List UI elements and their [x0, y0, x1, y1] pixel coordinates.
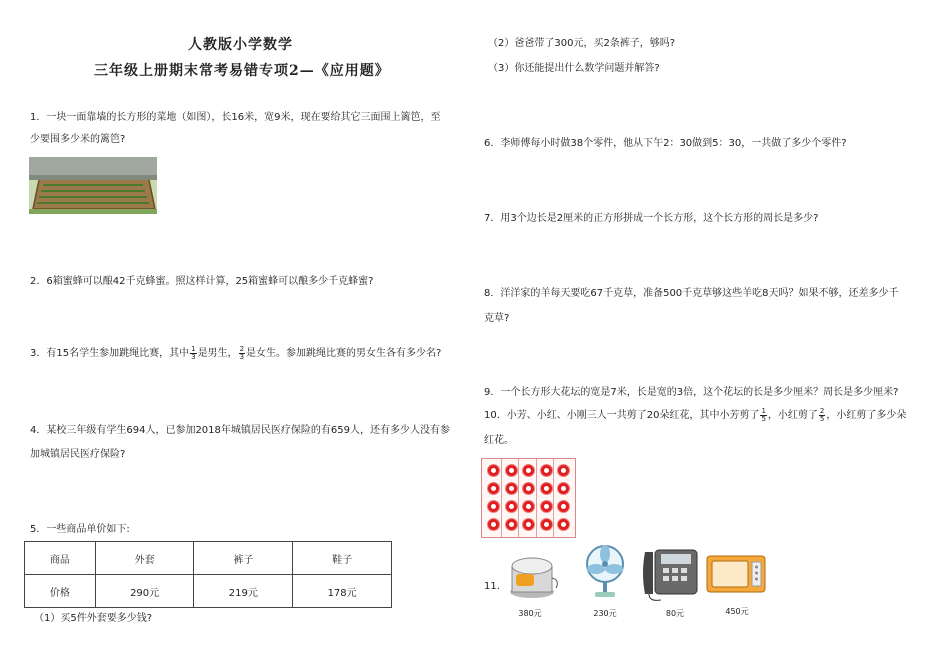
q8-text-line2: 克草? — [484, 313, 510, 324]
q5-sub2: （2）爸爸带了300元，买2条裤子，够吗? — [488, 38, 676, 49]
flower-icon — [506, 501, 517, 512]
flower-icon — [541, 465, 552, 476]
microwave-icon — [706, 554, 766, 596]
q4-text-line1: 4．某校三年级有学生694人，已参加2018年城镇居民医疗保险的有659人，还有多少人没有参 — [30, 425, 450, 436]
flower-icon — [558, 519, 569, 530]
q10-part-a: 10．小芳、小红、小刚三人一共剪了20朵红花，其中小芳剪了 — [484, 410, 760, 421]
q3-part-c: 是女生。参加跳绳比赛的男女生各有多少名? — [246, 348, 442, 359]
flower-icon — [558, 483, 569, 494]
grid-divider — [536, 459, 537, 537]
title-line-2: 三年级上册期末常考易错专项2—《应用题》 — [94, 63, 390, 79]
table-cell: 外套 — [95, 542, 194, 575]
flower-icon — [488, 465, 499, 476]
price-label-fan: 230元 — [593, 609, 617, 618]
table-cell: 219元 — [194, 575, 293, 608]
flower-icon — [488, 501, 499, 512]
flower-icon — [541, 501, 552, 512]
fan-icon — [583, 544, 627, 600]
flower-icon — [523, 483, 534, 494]
q6-text: 6．李师傅每小时做38个零件，他从下午2：30做到5：30，一共做了多少个零件? — [484, 138, 847, 149]
q10-part-b: ，小红剪了 — [767, 410, 818, 421]
q11-label: 11． — [484, 581, 507, 592]
q10-text — [484, 405, 906, 427]
flower-icon — [558, 465, 569, 476]
q3-part-b: 是男生， — [197, 348, 238, 359]
grid-divider — [553, 459, 554, 537]
q10-text-line2: 红花。 — [484, 435, 514, 446]
table-cell: 商品 — [25, 542, 96, 575]
flower-icon — [541, 483, 552, 494]
price-table — [24, 541, 392, 608]
flower-icon — [506, 483, 517, 494]
q3-text — [30, 344, 441, 364]
q3-fraction-girls: $\frac{2}{3}$ — [239, 344, 245, 361]
q7-text: 7．用3个边长是2厘米的正方形拼成一个长方形，这个长方形的周长是多少? — [484, 213, 819, 224]
flower-icon — [541, 519, 552, 530]
q10-part-c: ，小红剪了多少朵 — [826, 410, 907, 421]
q1-text-line1: 1．一块一面靠墙的长方形的菜地（如图），长16米，宽9米，现在要给其它三面围上篱笆，至 — [30, 112, 441, 123]
flower-icon — [523, 501, 534, 512]
flower-icon — [523, 465, 534, 476]
flower-icon — [506, 519, 517, 530]
q5-sub3: （3）你还能提出什么数学问题并解答? — [488, 63, 660, 74]
q9-text: 9．一个长方形大花坛的宽是7米，长是宽的3倍，这个花坛的长是多少厘米？周长是多少厘米? — [484, 387, 899, 398]
table-cell: 290元 — [95, 575, 194, 608]
q4-text-line2: 加城镇居民医疗保险? — [30, 449, 126, 460]
rice-cooker-icon — [506, 548, 560, 600]
q1-text-line2: 少要围多少米的篱笆? — [30, 134, 126, 145]
flower-grid — [481, 458, 576, 538]
flower-icon — [523, 519, 534, 530]
q5-sub1: （1）买5件外套要多少钱? — [34, 613, 153, 624]
garden-illustration — [29, 157, 157, 214]
price-label-microwave: 450元 — [725, 607, 749, 616]
table-cell: 鞋子 — [293, 542, 392, 575]
q10-fraction-xiaofang: $\frac{1}{5}$ — [761, 406, 766, 423]
grid-divider — [501, 459, 502, 537]
flower-icon — [488, 519, 499, 530]
q2-text: 2．6箱蜜蜂可以酿42千克蜂蜜。照这样计算，25箱蜜蜂可以酿多少千克蜂蜜? — [30, 276, 374, 287]
flower-icon — [506, 465, 517, 476]
price-label-rice-cooker: 380元 — [518, 609, 542, 618]
grid-divider — [518, 459, 519, 537]
flower-icon — [488, 483, 499, 494]
price-label-telephone: 80元 — [665, 609, 685, 618]
q10-fraction-xiaohong: $\frac{2}{5}$ — [819, 406, 825, 423]
flower-icon — [558, 501, 569, 512]
q3-part-a: 3．有15名学生参加跳绳比赛，其中 — [30, 348, 190, 359]
table-cell: 价格 — [25, 575, 96, 608]
telephone-icon — [641, 548, 699, 602]
table-row — [25, 542, 392, 575]
table-cell: 裤子 — [194, 542, 293, 575]
table-row — [25, 575, 392, 608]
q8-text-line1: 8．洋洋家的羊每天要吃67千克草，准备500千克草够这些羊吃8天吗？如果不够，还差多少千 — [484, 288, 899, 299]
q5-intro: 5．一些商品单价如下: — [30, 524, 130, 535]
table-cell: 178元 — [293, 575, 392, 608]
title-line-1: 人教版小学数学 — [188, 37, 293, 53]
q3-fraction-boys: $\frac{1}{3}$ — [191, 344, 196, 361]
